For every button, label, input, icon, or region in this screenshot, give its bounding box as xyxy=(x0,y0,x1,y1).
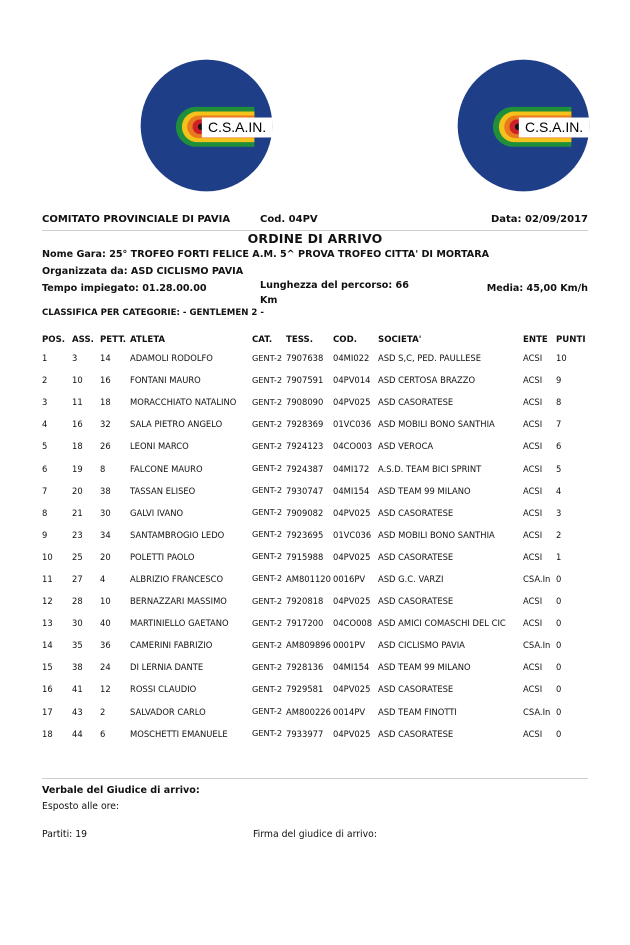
cell-atleta: CAMERINI FABRIZIO xyxy=(130,640,213,651)
cell-societa: ASD TEAM 99 MILANO xyxy=(378,662,471,673)
cell-ass: 38 xyxy=(72,662,83,673)
cell-cat: GENT-2 xyxy=(252,418,283,429)
cell-atleta: SANTAMBROGIO LEDO xyxy=(130,529,225,540)
cell-pos: 12 xyxy=(42,596,53,607)
cell-ass: 27 xyxy=(72,573,83,584)
cell-punti: 7 xyxy=(556,419,562,430)
cell-pos: 8 xyxy=(42,507,48,518)
cell-cat: GENT-2 xyxy=(252,706,283,717)
cell-cat: GENT-2 xyxy=(252,573,283,584)
table-row xyxy=(40,634,588,656)
cell-pos: 1 xyxy=(42,353,48,364)
cell-societa: ASD CICLISMO PAVIA xyxy=(378,640,465,651)
cell-pett: 14 xyxy=(100,353,111,364)
cell-cod: 04MI022 xyxy=(333,353,370,364)
race-average-speed: Media: 45,00 Km/h xyxy=(486,283,588,294)
cell-cod: 04MI154 xyxy=(333,485,370,496)
cell-atleta: LEONI MARCO xyxy=(130,441,189,452)
table-row xyxy=(40,568,588,590)
cell-cat: GENT-2 xyxy=(252,728,283,739)
cell-pett: 16 xyxy=(100,375,111,386)
cell-punti: 0 xyxy=(556,684,562,695)
header-atleta: ATLETA xyxy=(130,335,166,345)
cell-ente: ACSI xyxy=(523,353,543,364)
cell-punti: 4 xyxy=(556,485,562,496)
cell-societa: ASD G.C. VARZI xyxy=(378,573,444,584)
cell-cat: GENT-2 xyxy=(252,463,283,474)
cell-pett: 10 xyxy=(100,596,111,607)
cell-ente: ACSI xyxy=(523,728,543,739)
table-row xyxy=(40,413,588,435)
cell-pett: 2 xyxy=(100,706,106,717)
cell-punti: 10 xyxy=(556,353,567,364)
csain-logo-right xyxy=(457,59,590,192)
cell-atleta: ADAMOLI RODOLFO xyxy=(130,353,213,364)
cell-pos: 6 xyxy=(42,463,48,474)
cell-pos: 2 xyxy=(42,375,48,386)
cell-pett: 20 xyxy=(100,551,111,562)
cell-societa: ASD VEROCA xyxy=(378,441,434,452)
category-classification: CLASSIFICA PER CATEGORIE: - GENTLEMEN 2 - xyxy=(42,308,264,318)
cell-pett: 30 xyxy=(100,507,111,518)
cell-punti: 0 xyxy=(556,706,562,717)
cell-atleta: MOSCHETTI EMANUELE xyxy=(130,728,228,739)
cell-atleta: MORACCHIATO NATALINO xyxy=(130,397,237,408)
cell-cat: GENT-2 xyxy=(252,639,283,650)
cell-cod: 04PV025 xyxy=(333,596,371,607)
cell-ente: ACSI xyxy=(523,662,543,673)
cell-pett: 36 xyxy=(100,640,111,651)
cell-atleta: FALCONE MAURO xyxy=(130,463,203,474)
cell-ente: ACSI xyxy=(523,551,543,562)
cell-cat: GENT-2 xyxy=(252,529,283,540)
race-name: Nome Gara: 25° TROFEO FORTI FELICE A.M. 5^ PROVA TROFEO CITTA' DI MORTARA xyxy=(42,249,490,260)
cell-pett: 18 xyxy=(100,397,111,408)
header-ente: ENTE xyxy=(523,335,548,345)
table-row xyxy=(40,590,588,612)
cell-ente: CSA.In xyxy=(523,706,551,717)
cell-cat: GENT-2 xyxy=(252,595,283,606)
cell-cat: GENT-2 xyxy=(252,683,283,694)
cell-punti: 3 xyxy=(556,507,562,518)
cell-ass: 28 xyxy=(72,596,83,607)
cell-tess: 7929581 xyxy=(286,684,324,695)
cell-tess: 7924123 xyxy=(286,441,324,452)
cell-pos: 3 xyxy=(42,397,48,408)
cell-cat: GENT-2 xyxy=(252,617,283,628)
cell-societa: ASD TEAM 99 MILANO xyxy=(378,485,471,496)
table-row xyxy=(40,546,588,568)
cell-pett: 40 xyxy=(100,618,111,629)
cell-ass: 20 xyxy=(72,485,83,496)
table-row xyxy=(40,524,588,546)
header-cat: CAT. xyxy=(252,335,273,345)
cell-punti: 0 xyxy=(556,596,562,607)
cell-cat: GENT-2 xyxy=(252,396,283,407)
cell-atleta: SALA PIETRO ANGELO xyxy=(130,419,223,430)
table-row xyxy=(40,391,588,413)
cell-atleta: BERNAZZARI MASSIMO xyxy=(130,596,227,607)
header-ass: ASS. xyxy=(72,335,94,345)
cell-tess: 7933977 xyxy=(286,728,324,739)
cell-pos: 16 xyxy=(42,684,53,695)
cell-societa: ASD CASORATESE xyxy=(378,596,454,607)
cell-pett: 26 xyxy=(100,441,111,452)
cell-ente: CSA.In xyxy=(523,640,551,651)
table-row xyxy=(40,723,588,745)
cell-pos: 9 xyxy=(42,529,48,540)
cell-pos: 17 xyxy=(42,706,53,717)
cell-ente: ACSI xyxy=(523,596,543,607)
cell-societa: ASD CASORATESE xyxy=(378,551,454,562)
race-time: Tempo impiegato: 01.28.00.00 xyxy=(42,283,207,294)
cell-ass: 25 xyxy=(72,551,83,562)
cell-punti: 2 xyxy=(556,529,562,540)
cell-pos: 18 xyxy=(42,728,53,739)
cell-cat: GENT-2 xyxy=(252,485,283,496)
race-length: Lunghezza del percorso: 66 Km xyxy=(260,280,409,306)
results-table xyxy=(40,333,588,745)
cell-punti: 8 xyxy=(556,397,562,408)
cell-societa: ASD CASORATESE xyxy=(378,507,454,518)
logo-text: C.S.A.IN. xyxy=(525,119,584,136)
cell-pos: 5 xyxy=(42,441,48,452)
cell-tess: 7917200 xyxy=(286,618,324,629)
cell-punti: 9 xyxy=(556,375,562,386)
cell-societa: ASD CASORATESE xyxy=(378,397,454,408)
cell-atleta: DI LERNIA DANTE xyxy=(130,662,204,673)
cell-cod: 04PV025 xyxy=(333,507,371,518)
cell-pos: 14 xyxy=(42,640,53,651)
table-row xyxy=(40,480,588,502)
cell-societa: ASD S,C, PED. PAULLESE xyxy=(378,353,482,364)
table-header-row xyxy=(40,333,588,347)
cell-cod: 04PV014 xyxy=(333,375,371,386)
cell-punti: 5 xyxy=(556,463,562,474)
table-row xyxy=(40,612,588,634)
cell-ente: ACSI xyxy=(523,463,543,474)
cell-cod: 04PV025 xyxy=(333,551,371,562)
cell-ente: ACSI xyxy=(523,375,543,386)
cell-tess: 7909082 xyxy=(286,507,324,518)
csain-logo-left xyxy=(140,59,273,192)
cell-pett: 12 xyxy=(100,684,111,695)
cell-ass: 19 xyxy=(72,463,83,474)
document-date: Data: 02/09/2017 xyxy=(490,214,588,225)
cell-atleta: TASSAN ELISEO xyxy=(130,485,196,496)
cell-cod: 0016PV xyxy=(333,573,366,584)
footer-divider xyxy=(42,778,588,779)
cell-pett: 6 xyxy=(100,728,106,739)
cell-cod: 04PV025 xyxy=(333,397,371,408)
cell-tess: 7915988 xyxy=(286,551,324,562)
cell-tess: 7923695 xyxy=(286,529,324,540)
header-societa: SOCIETA' xyxy=(378,335,422,345)
cell-cod: 0014PV xyxy=(333,706,366,717)
cell-pett: 38 xyxy=(100,485,111,496)
cell-societa: A.S.D. TEAM BICI SPRINT xyxy=(378,463,482,474)
cell-punti: 0 xyxy=(556,640,562,651)
cell-atleta: POLETTI PAOLO xyxy=(130,551,195,562)
table-row xyxy=(40,369,588,391)
cell-pett: 24 xyxy=(100,662,111,673)
cell-atleta: MARTINIELLO GAETANO xyxy=(130,618,229,629)
judge-report-label: Verbale del Giudice di arrivo: xyxy=(42,785,200,796)
cell-tess: AM801120 xyxy=(286,573,331,584)
cell-punti: 1 xyxy=(556,551,562,562)
cell-pos: 10 xyxy=(42,551,53,562)
cell-cod: 01VC036 xyxy=(333,529,372,540)
cell-punti: 0 xyxy=(556,728,562,739)
cell-cod: 04PV025 xyxy=(333,728,371,739)
cell-ass: 41 xyxy=(72,684,83,695)
cell-ente: ACSI xyxy=(523,507,543,518)
cell-cat: GENT-2 xyxy=(252,507,283,518)
cell-cat: GENT-2 xyxy=(252,551,283,562)
header-tess: TESS. xyxy=(286,335,313,345)
cell-societa: ASD AMICI COMASCHI DEL CIC xyxy=(378,618,506,629)
cell-atleta: ROSSI CLAUDIO xyxy=(130,684,197,695)
table-row xyxy=(40,701,588,723)
cell-pos: 13 xyxy=(42,618,53,629)
cell-tess: AM809896 xyxy=(286,640,331,651)
cell-pett: 32 xyxy=(100,419,111,430)
cell-tess: 7920818 xyxy=(286,596,324,607)
header-pett: PETT. xyxy=(100,335,127,345)
cell-cod: 04CO008 xyxy=(333,618,373,629)
cell-cat: GENT-2 xyxy=(252,661,283,672)
posted-time-label: Esposto alle ore: xyxy=(42,801,120,812)
document-header xyxy=(42,214,588,231)
logo-text: C.S.A.IN. xyxy=(208,119,267,136)
cell-ente: ACSI xyxy=(523,529,543,540)
cell-ass: 21 xyxy=(72,507,83,518)
cell-ente: CSA.In xyxy=(523,573,551,584)
cell-ass: 35 xyxy=(72,640,83,651)
cell-cod: 04MI154 xyxy=(333,662,370,673)
cell-cod: 0001PV xyxy=(333,640,366,651)
cell-ente: ACSI xyxy=(523,419,543,430)
cell-punti: 0 xyxy=(556,662,562,673)
cell-tess: 7924387 xyxy=(286,463,324,474)
judge-signature-label: Firma del giudice di arrivo: xyxy=(253,829,377,840)
cell-cat: GENT-2 xyxy=(252,374,283,385)
header-cod: COD. xyxy=(333,335,358,345)
cell-societa: ASD TEAM FINOTTI xyxy=(378,706,457,717)
starters-count: Partiti: 19 xyxy=(42,829,88,840)
header-punti: PUNTI xyxy=(556,335,586,345)
cell-punti: 0 xyxy=(556,573,562,584)
cell-ass: 10 xyxy=(72,375,83,386)
cell-tess: 7907591 xyxy=(286,375,324,386)
cell-ente: ACSI xyxy=(523,618,543,629)
cell-pett: 4 xyxy=(100,573,106,584)
cell-pos: 7 xyxy=(42,485,48,496)
table-row xyxy=(40,678,588,700)
cell-pett: 8 xyxy=(100,463,106,474)
cell-societa: ASD CASORATESE xyxy=(378,728,454,739)
cell-ass: 16 xyxy=(72,419,83,430)
cell-societa: ASD CERTOSA BRAZZO xyxy=(378,375,476,386)
cell-atleta: ALBRIZIO FRANCESCO xyxy=(130,573,224,584)
table-row xyxy=(40,347,588,369)
cell-tess: 7907638 xyxy=(286,353,324,364)
cell-tess: AM800226 xyxy=(286,706,331,717)
cell-cat: GENT-2 xyxy=(252,352,283,363)
cell-cod: 04CO003 xyxy=(333,441,373,452)
cell-ass: 30 xyxy=(72,618,83,629)
table-row xyxy=(40,656,588,678)
cell-societa: ASD MOBILI BONO SANTHIA xyxy=(378,419,495,430)
cell-societa: ASD MOBILI BONO SANTHIA xyxy=(378,529,495,540)
table-row xyxy=(40,435,588,457)
cell-atleta: GALVI IVANO xyxy=(130,507,184,518)
cell-atleta: SALVADOR CARLO xyxy=(130,706,206,717)
cell-tess: 7928369 xyxy=(286,419,324,430)
cell-ente: ACSI xyxy=(523,397,543,408)
committee-name: COMITATO PROVINCIALE DI PAVIA xyxy=(42,214,231,225)
cell-ass: 44 xyxy=(72,728,83,739)
cell-atleta: FONTANI MAURO xyxy=(130,375,201,386)
cell-punti: 0 xyxy=(556,618,562,629)
table-row xyxy=(40,457,588,479)
cell-ass: 3 xyxy=(72,353,78,364)
cell-pos: 11 xyxy=(42,573,53,584)
cell-ente: ACSI xyxy=(523,441,543,452)
committee-code: Cod. 04PV xyxy=(260,214,318,225)
cell-cod: 04MI172 xyxy=(333,463,370,474)
cell-tess: 7928136 xyxy=(286,662,324,673)
page-title: ORDINE DI ARRIVO xyxy=(247,231,383,246)
cell-ass: 11 xyxy=(72,397,83,408)
cell-ass: 23 xyxy=(72,529,83,540)
cell-punti: 6 xyxy=(556,441,562,452)
cell-pos: 15 xyxy=(42,662,53,673)
cell-pett: 34 xyxy=(100,529,111,540)
cell-pos: 4 xyxy=(42,419,48,430)
cell-ass: 43 xyxy=(72,706,83,717)
cell-cat: GENT-2 xyxy=(252,440,283,451)
cell-ass: 18 xyxy=(72,441,83,452)
cell-cod: 04PV025 xyxy=(333,684,371,695)
cell-tess: 7930747 xyxy=(286,485,324,496)
table-row xyxy=(40,502,588,524)
cell-societa: ASD CASORATESE xyxy=(378,684,454,695)
race-organizer: Organizzata da: ASD CICLISMO PAVIA xyxy=(42,266,244,277)
cell-cod: 01VC036 xyxy=(333,419,372,430)
cell-ente: ACSI xyxy=(523,684,543,695)
header-pos: POS. xyxy=(42,335,66,345)
cell-ente: ACSI xyxy=(523,485,543,496)
cell-tess: 7908090 xyxy=(286,397,324,408)
